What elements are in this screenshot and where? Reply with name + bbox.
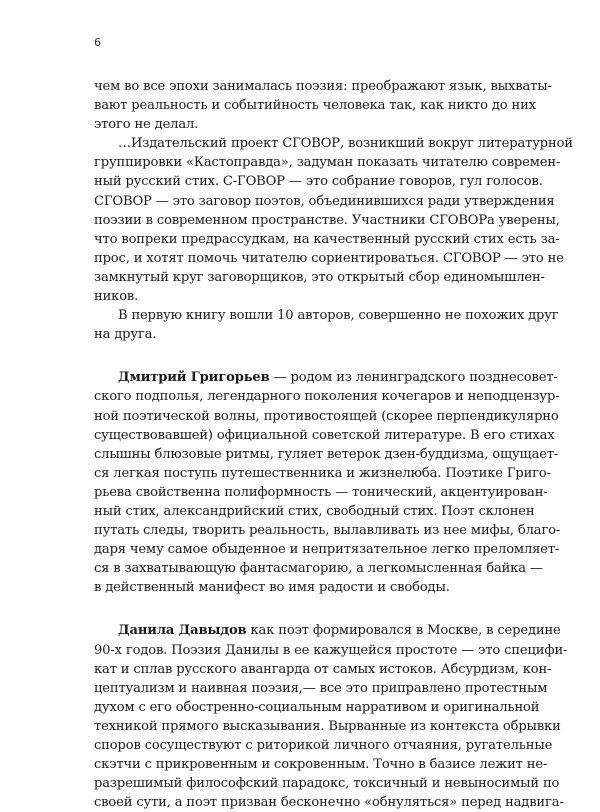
text-line: …Издательский проект СГОВОР, возникший вокруг литературной — [118, 136, 573, 152]
text-line: ского подполья, легендарного поколения кочегаров и неподцензур- — [94, 389, 560, 405]
text-line: Данила Давыдов как поэт формировался в Москве, в середине — [118, 623, 561, 639]
author-section-grigoriev — [94, 368, 561, 597]
text-line: даря чему самое обыденное и непритязательное легко преломляет- — [94, 542, 560, 558]
text-line: группировки «Кастоправда», задуман показать читателю современ- — [94, 155, 561, 171]
author-name: Данила Давыдов — [118, 623, 247, 639]
text-line: разрешимый философский парадокс, токсичный и невыносимый по — [94, 776, 560, 792]
text-line: споров сосуществуют с риторикой личного отчаяния, ругательные — [94, 738, 553, 753]
text-line: ный стих, александрийский стих, свободный стих. Поэт склонен — [94, 503, 535, 519]
text-line: Дмитрий Григорьев — родом из ленинградского позднесовет- — [118, 370, 558, 386]
text-line: замкнутый круг заговорщиков, это открытый сбор единомышлен- — [94, 269, 545, 285]
author-section-davydov — [94, 621, 568, 812]
text-line: техникой прямого высказывания. Вырванные из контекста обрывки — [94, 718, 561, 734]
text-line: духом с его обостренно-социальным нарративом и оригинальной — [94, 699, 540, 715]
text-line: существовавшей) официальной советской литературе. В его стихах — [94, 427, 555, 443]
page-number: 6 — [94, 36, 101, 49]
text-line: этого не делал. — [94, 117, 199, 133]
text-line: ный русский стих. С-ГОВОР — это собрание говоров, гул голосов. — [94, 174, 543, 190]
text-line: своей сути, а поэт призван бесконечно «обнуляться» перед надвига- — [94, 795, 564, 811]
text-line: путать следы, творить реальность, вылавливать из нее мифы, благо- — [94, 523, 561, 539]
text-line: рьева свойственна полиформность — тонический, акцентуирован- — [94, 484, 548, 500]
text-line: скэтчи с прикровенным и сокровенным. Точно в базисе лежит не- — [94, 757, 548, 773]
text-line: кат и сплав русского авангарда от самых истоков. Абсурдизм, кон- — [94, 661, 552, 677]
text-line: ся легкая поступь путешественника и жизнелюба. Поэтике Григо- — [94, 465, 551, 481]
text-line: ной поэтической волны, противостоящей (скорее перпендикулярно — [94, 408, 559, 424]
text-line: прос, и хотят помочь читателю сориентироваться. СГОВОР — это не — [94, 250, 564, 266]
text-line: цептуализм и наивная поэзия,— все это приправлено протестным — [94, 680, 548, 696]
text-line: 90-х годов. Поэзия Данилы в ее кажущейся простоте — это специфи- — [94, 642, 568, 658]
text-line: на друга. — [94, 327, 157, 343]
text-line: СГОВОР — это заговор поэтов, объединившихся ради утверждения — [94, 193, 555, 209]
text-line: ся в захватывающую фантасмагорию, а легкомысленная байка — — [94, 561, 543, 577]
text-line: поэзии в современном пространстве. Участники СГОВОРа уверены, — [94, 212, 560, 228]
text-line: вают реальность и событийность человека так, как никто до них — [94, 98, 536, 114]
text-line: В первую книгу вошли 10 авторов, совершенно не похожих друг — [118, 308, 559, 324]
text-line: что вопреки предрассудкам, на качественный русский стих есть за- — [94, 231, 560, 247]
author-name: Дмитрий Григорьев — [118, 370, 270, 386]
text-line: слышны блюзовые ритмы, гуляет ветерок дзен-буддизма, ощущает- — [94, 446, 559, 462]
text-line: чем во все эпохи занималась поэзия: преображают язык, выхваты- — [94, 79, 552, 94]
text-line: ников. — [94, 289, 139, 305]
intro-section — [94, 77, 573, 344]
page-body — [94, 77, 573, 812]
text-line: в действенный манифест во имя радости и свободы. — [94, 580, 450, 596]
